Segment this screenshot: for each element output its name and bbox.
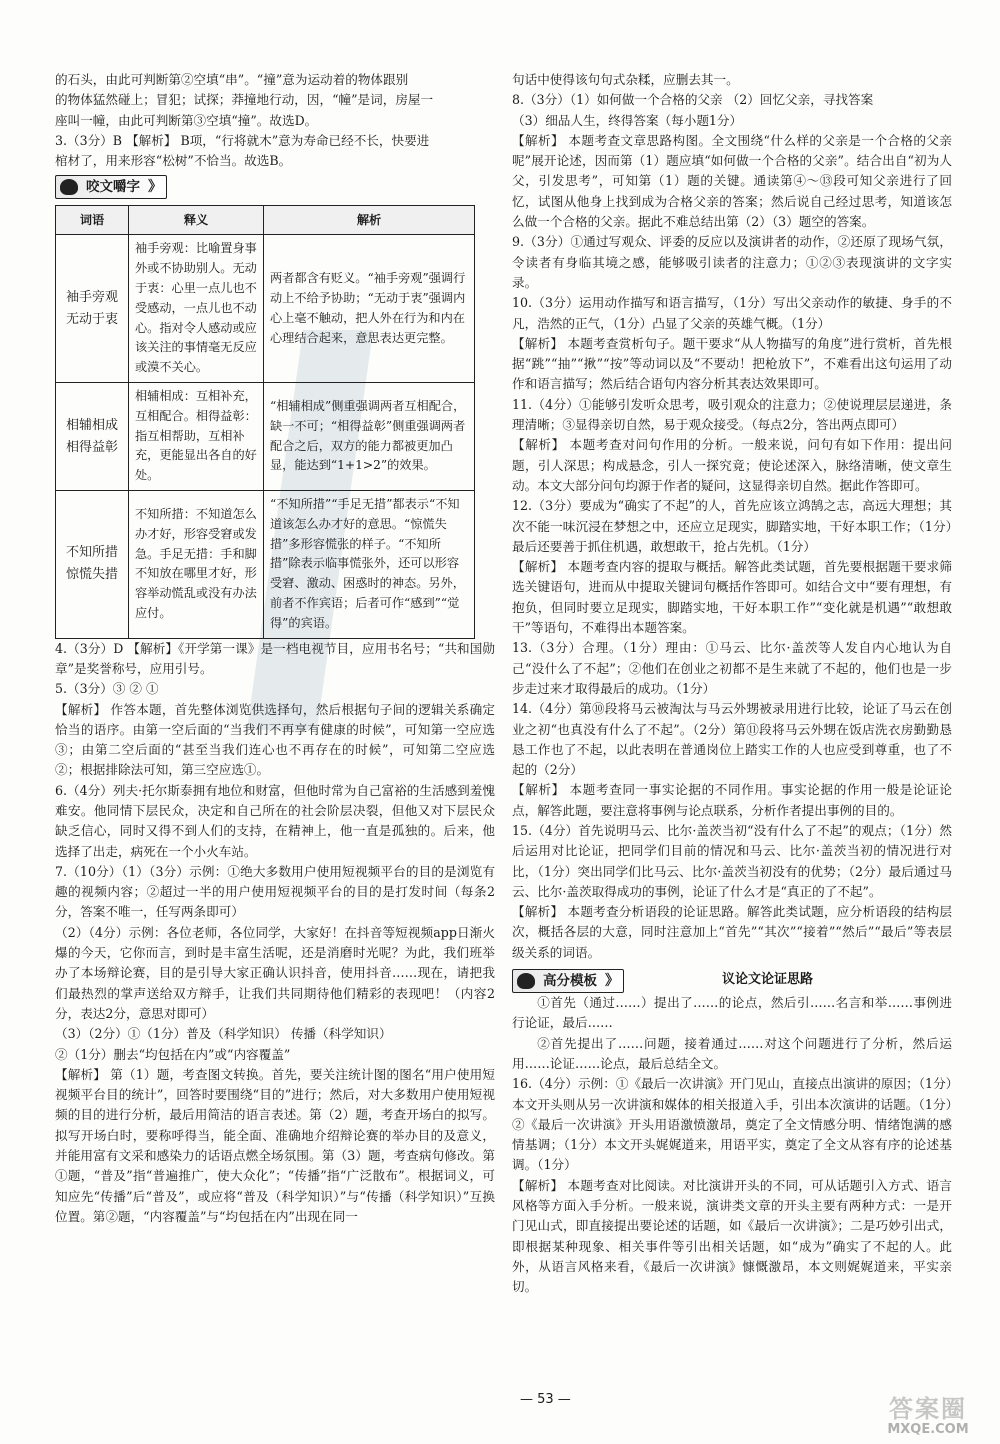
chevron-right-icon: 》 (148, 179, 162, 196)
table-row (56, 491, 475, 639)
logo-text: 答案圈 (889, 1395, 967, 1423)
column-header: 解析 (264, 206, 475, 235)
model-line: ①首先（通过……）提出了……的论点，然后引……名言和举……事例进行论证，最后…… (512, 995, 952, 1031)
model-subtitle: 议论文论证思路 (722, 972, 814, 988)
answer-8: 8.（3分）（1）如何做一个合格的父亲 （2）回忆父亲，寻找答案 (512, 92, 874, 108)
head-icon (60, 179, 78, 195)
answer-7-2: （2）（4分）示例：各位老师，各位同学，大家好！在抖音等短视频app日渐火爆的今天，它你而言，到时是丰富生活呢，还是消磨时光呢？为此，我们班举办了本场辩论赛，目的是引导大家正确认识抖音，使用抖音……现在，请把我们最热烈的掌声送给双方辩手，让我们共同期待他们精彩的表现吧！（内容2分，表达2分，意思对即可） (55, 924, 495, 1021)
model-line: ②首先提出了……问题，接着通过……对这个问题进行了分析，然后运用……论证……论点，最后总结全文。 (512, 1035, 952, 1071)
answer-4: 4.（3分）D 【解析】《开学第一课》是一档电视节目，应用书名号；“共和国勋章”是奖誉称号，应用引号。 (55, 640, 495, 676)
answer-11: 11.（4分）①能够引发听众思考，吸引观众的注意力；②使说理层层递进，条理清晰；③显得亲切自然，易于观众接受。（每点2分，答出两点即可） (512, 396, 952, 433)
answer-6: 6.（4分）列夫·托尔斯泰拥有地位和财富，但他时常为自己富裕的生活感到羞愧难安。他同情下层民众，决定和自己所在的社会阶层决裂，但他又对下层民众缺乏信心，同时又得不到人们的支持，在精神上，他一直是孤独的。后来，他选择了出走，病死在一个小火车站。 (55, 782, 495, 859)
answer-8-analysis: 【解析】 本题考查文章思路构图。全文围绕“什么样的父亲是一个合格的父亲呢”展开论述，因而第（1）题应填“如何做一个合格的父亲”。结合出自“初为人父，引发思考”，可知第（1）题的关键。通读第④～⑬段可知父亲进行了回忆，试图从他身上找到成为合格父亲的答案；然后说自己经过思考，知道该怎么做一个合格的父亲。据此不难总结出第（2）（3）题空的答案。 (512, 132, 952, 230)
answer-7-3b: ②（1分）删去“均包括在内”或“内容覆盖” (55, 1046, 291, 1062)
page-number: — 53 — (520, 1392, 571, 1407)
answer-12: 12.（3分）要成为“确实了不起”的人，首先应该立鸿鹄之志，高远大理想；其次不能一味沉浸在梦想之中，还应立足现实，脚踏实地，干好本职工作；（1分）最后还要善于抓住机遇，敢想敢干，抢占先机。（1分） (512, 498, 952, 554)
word-cell: 相辅相成 相得益彰 (56, 383, 129, 491)
definition-cell: 袖手旁观：比喻置身事外或不协助别人。无动于衷：心里一点儿也不受感动，一点儿也不动心。指对令人感动或应该关注的事情毫无反应或漠不关心。 (129, 235, 264, 383)
watermark-logo (868, 1396, 988, 1436)
answer-7-3: （3）（2分）①（1分）普及（科学知识） 传播（科学知识） (55, 1026, 392, 1042)
answer-15: 15.（4分）首先说明马云、比尔·盖茨当初“没有什么了不起”的观点；（1分）然后运用对比论证，把同学们目前的情况和马云、比尔·盖茨当初的情况进行对比，（1分）突出同学们比马云、比尔·盖茨当初没有的优势；（2分）最后通过马云、比尔·盖茨取得成功的事例，论证了什么才是“真正的了不起”。 (512, 822, 952, 899)
vocabulary-table (55, 205, 475, 638)
analysis-cell: “不知所措”“手足无措”都表示“不知道该怎么办才好的意思。“惊慌失措”多形容慌张的样子。“不知所措”除表示临事慌张外，还可以形容受窘、激动、困惑时的神态。另外，前者不作宾语；后者可作“感到”“觉得”的宾语。 (264, 491, 475, 639)
head-icon (517, 973, 535, 989)
definition-cell: 不知所措：不知道怎么办才好，形容受窘或发急。手足无措：手和脚不知放在哪里才好，形容举动慌乱或没有办法应付。 (129, 491, 264, 639)
word-cell: 不知所措 惊慌失措 (56, 491, 129, 639)
answer-16-analysis: 【解析】 本题考查对比阅读。对比演讲开头的不同，可从话题引入方式、语言风格等方面入手分析。一般来说，演讲类文章的开头主要有两种方式：一是开门见山式，即直接提出要论述的话题，如《最后一次讲演》；二是巧妙引出式，即根据某种现象、相关事件等引出相关话题，如“成为”确实了不起的人。此外，从语言风格来看，《最后一次讲演》慷慨激昂，本文则娓娓道来，平实亲切。 (512, 1177, 952, 1295)
answer-10: 10.（3分）运用动作描写和语言描写，（1分）写出父亲动作的敏捷、身手的不凡，浩然的正气，（1分）凸显了父亲的英雄气概。（1分） (512, 295, 952, 331)
left-column (55, 70, 495, 1227)
model-header (512, 967, 952, 993)
model-badge (512, 969, 624, 993)
logo-url: MXQE.COM (887, 1422, 969, 1437)
answer-7: 7.（10分）（1）（3分）示例：①绝大多数用户使用短视频平台的目的是浏览有趣的视频内容；②超过一半的用户使用短视频平台的目的是打发时间（每条2分，答案不唯一，任写两条即可） (55, 863, 495, 920)
analysis-cell: 两者都含有贬义。“袖手旁观”强调行动上不给予协助；“无动于衷”强调内心上毫不触动，把人外在行为和内在心理结合起来，意思表达更完整。 (264, 235, 475, 383)
analysis-cell: “相辅相成”侧重强调两者互相配合，缺一不可；“相得益彰”侧重强调两者配合之后，双方的能力都被更加凸显，能达到“1+1>2”的效果。 (264, 383, 475, 491)
answer-13: 13.（3分）合理。（1分）理由：①马云、比尔·盖茨等人发自内心地认为自己“没什么了不起”；②他们在创业之初都不是生来就了不起的，他们也是一步步走过来才取得最后的成功。（1分） (512, 640, 952, 696)
answer-11-analysis: 【解析】 本题考查对问句作用的分析。一般来说，问句有如下作用：提出问题，引人深思；构成悬念，引人一探究竟；使论述深入，脉络清晰，使文章生动。本文大部分问句均源于作者的疑问，这显得亲切自然。据此作答即可。 (512, 437, 952, 493)
answer-9: 9.（3分）①通过写观众、评委的反应以及演讲者的动作，②还原了现场气氛，令读者有身临其境之感，能够吸引读者的注意力；①②③表现演讲的文字实录。 (512, 234, 952, 290)
bite-words-title: 咬文嚼字 (86, 179, 140, 196)
column-header: 词语 (56, 206, 129, 235)
answer-14: 14.（4分）第⑩段将马云被淘汰与马云外甥被录用进行比较，论证了马云在创业之初“也真没有什么了不起”。（2分）第⑪段将马云外甥在饭店洗衣房勤勤恳恳工作也了不起，以此表明在普通岗位上踏实工作的人也应受到尊重，也了不起的（2分） (512, 701, 952, 778)
answer-3: 3.（3分）B 【解析】 B项，“行将就木”意为寿命已经不长，快要进 (55, 132, 430, 148)
intro-line: 的石头，由此可判断第②空填“串”。“撞”意为运动着的物体跟别 (55, 72, 409, 87)
column-header: 释义 (129, 206, 264, 235)
answer-14-analysis: 【解析】 本题考查同一事实论据的不同作用。事实论据的作用一般是论证论点，解答此题，要注意将事例与论点联系，分析作者提出事例的目的。 (512, 782, 952, 818)
answer-10-analysis: 【解析】 本题考查赏析句子。题干要求“从人物描写的角度”进行赏析，首先根据“跳”“抽”“揪”“按”等动词以及“不要动！把枪放下”，不难看出这句运用了动作和语言描写；然后结合语句内容分析其表达效果即可。 (512, 335, 952, 392)
continued-line: 句话中使得该句句式杂糅，应删去其一。 (512, 72, 739, 87)
table-header-row (56, 206, 475, 235)
chevron-right-icon: 》 (605, 973, 619, 990)
answer-15-analysis: 【解析】 本题考查分析语段的论证思路。解答此类试题，应分析语段的结构层次，概括各层的大意，同时注意加上“首先”“其次”“接着”“然后”“最后”等表层级关系的词语。 (512, 904, 952, 960)
right-column (512, 70, 952, 1298)
answer-3-cont: 棺材了，用来形容“松树”不恰当。故选B。 (55, 153, 292, 169)
word-cell: 袖手旁观 无动于衷 (56, 235, 129, 383)
answer-8b: （3）细品人生，终得答案（每小题1分） (512, 112, 743, 128)
intro-line: 座叫一幢，由此可判断第③空填“撞”。故选D。 (55, 112, 318, 128)
bite-words-header (55, 173, 495, 199)
answer-5-analysis: 【解析】 作答本题，首先整体浏览供选择句，然后根据句子间的逻辑关系确定恰当的语序。由第一空后面的“当我们不再享有健康的时候”，可知第一空应选③；由第二空后面的“甚至当我们连心也不再存在的时候”，可知第二空应选②；根据排除法可知，第三空应选①。 (55, 701, 495, 778)
answer-7-analysis: 【解析】 第（1）题，考查图文转换。首先，要关注统计图的图名“用户使用短视频平台目的统计”，回答时要围绕“目的”进行；然后，对大多数用户使用短视频的目的进行分析，最后用简洁的语言表述。第（2）题，考查开场白的拟写。拟写开场白时，要称呼得当，能全面、准确地介绍辩论赛的举办目的及意义，并能用富有文采和感染力的话语点燃全场氛围。第（3）题，考查病句修改。第①题，“普及”指“普遍推广，使大众化”；“传播”指“广泛散布”。根据词义，可知应先“传播”后“普及”，或应将“普及（科学知识）”与“传播（科学知识）”互换位置。第②题，“内容覆盖”与“均包括在内”出现在同一 (55, 1066, 495, 1224)
intro-line: 的物体猛然碰上；冒犯；试探；莽撞地行动，因，“幢”是词，房屋一 (55, 92, 434, 108)
table-row (56, 235, 475, 383)
model-title: 高分模板 (543, 973, 597, 990)
answer-16: 16.（4分）示例：①《最后一次讲演》开门见山，直接点出演讲的原因；（1分）本文开头则从另一次讲演和媒体的相关报道入手，引出本次演讲的话题。（1分）②《最后一次讲演》开头用语激愤激昂，奠定了全文情感分明、情绪饱满的感情基调；（1分）本文开头娓娓道来，用语平实，奠定了全文从容有序的论述基调。（1分） (512, 1076, 952, 1173)
table-row (56, 383, 475, 491)
answer-5: 5.（3分）③ ② ① (55, 681, 159, 697)
answer-12-analysis: 【解析】 本题考查内容的提取与概括。解答此类试题，首先要根据题干要求筛选关键语句，进而从中提取关键词句概括作答即可。如结合文中“要有理想，有抱负，但同时要立足现实，脚踏实地，干好本职工作”“变化就是机遇”“敢想敢干”等语句，不难得出本题答案。 (512, 559, 952, 636)
definition-cell: 相辅相成：互相补充，互相配合。相得益彰：指互相帮助，互相补充，更能显出各自的好处。 (129, 383, 264, 491)
bite-words-badge (55, 175, 167, 199)
